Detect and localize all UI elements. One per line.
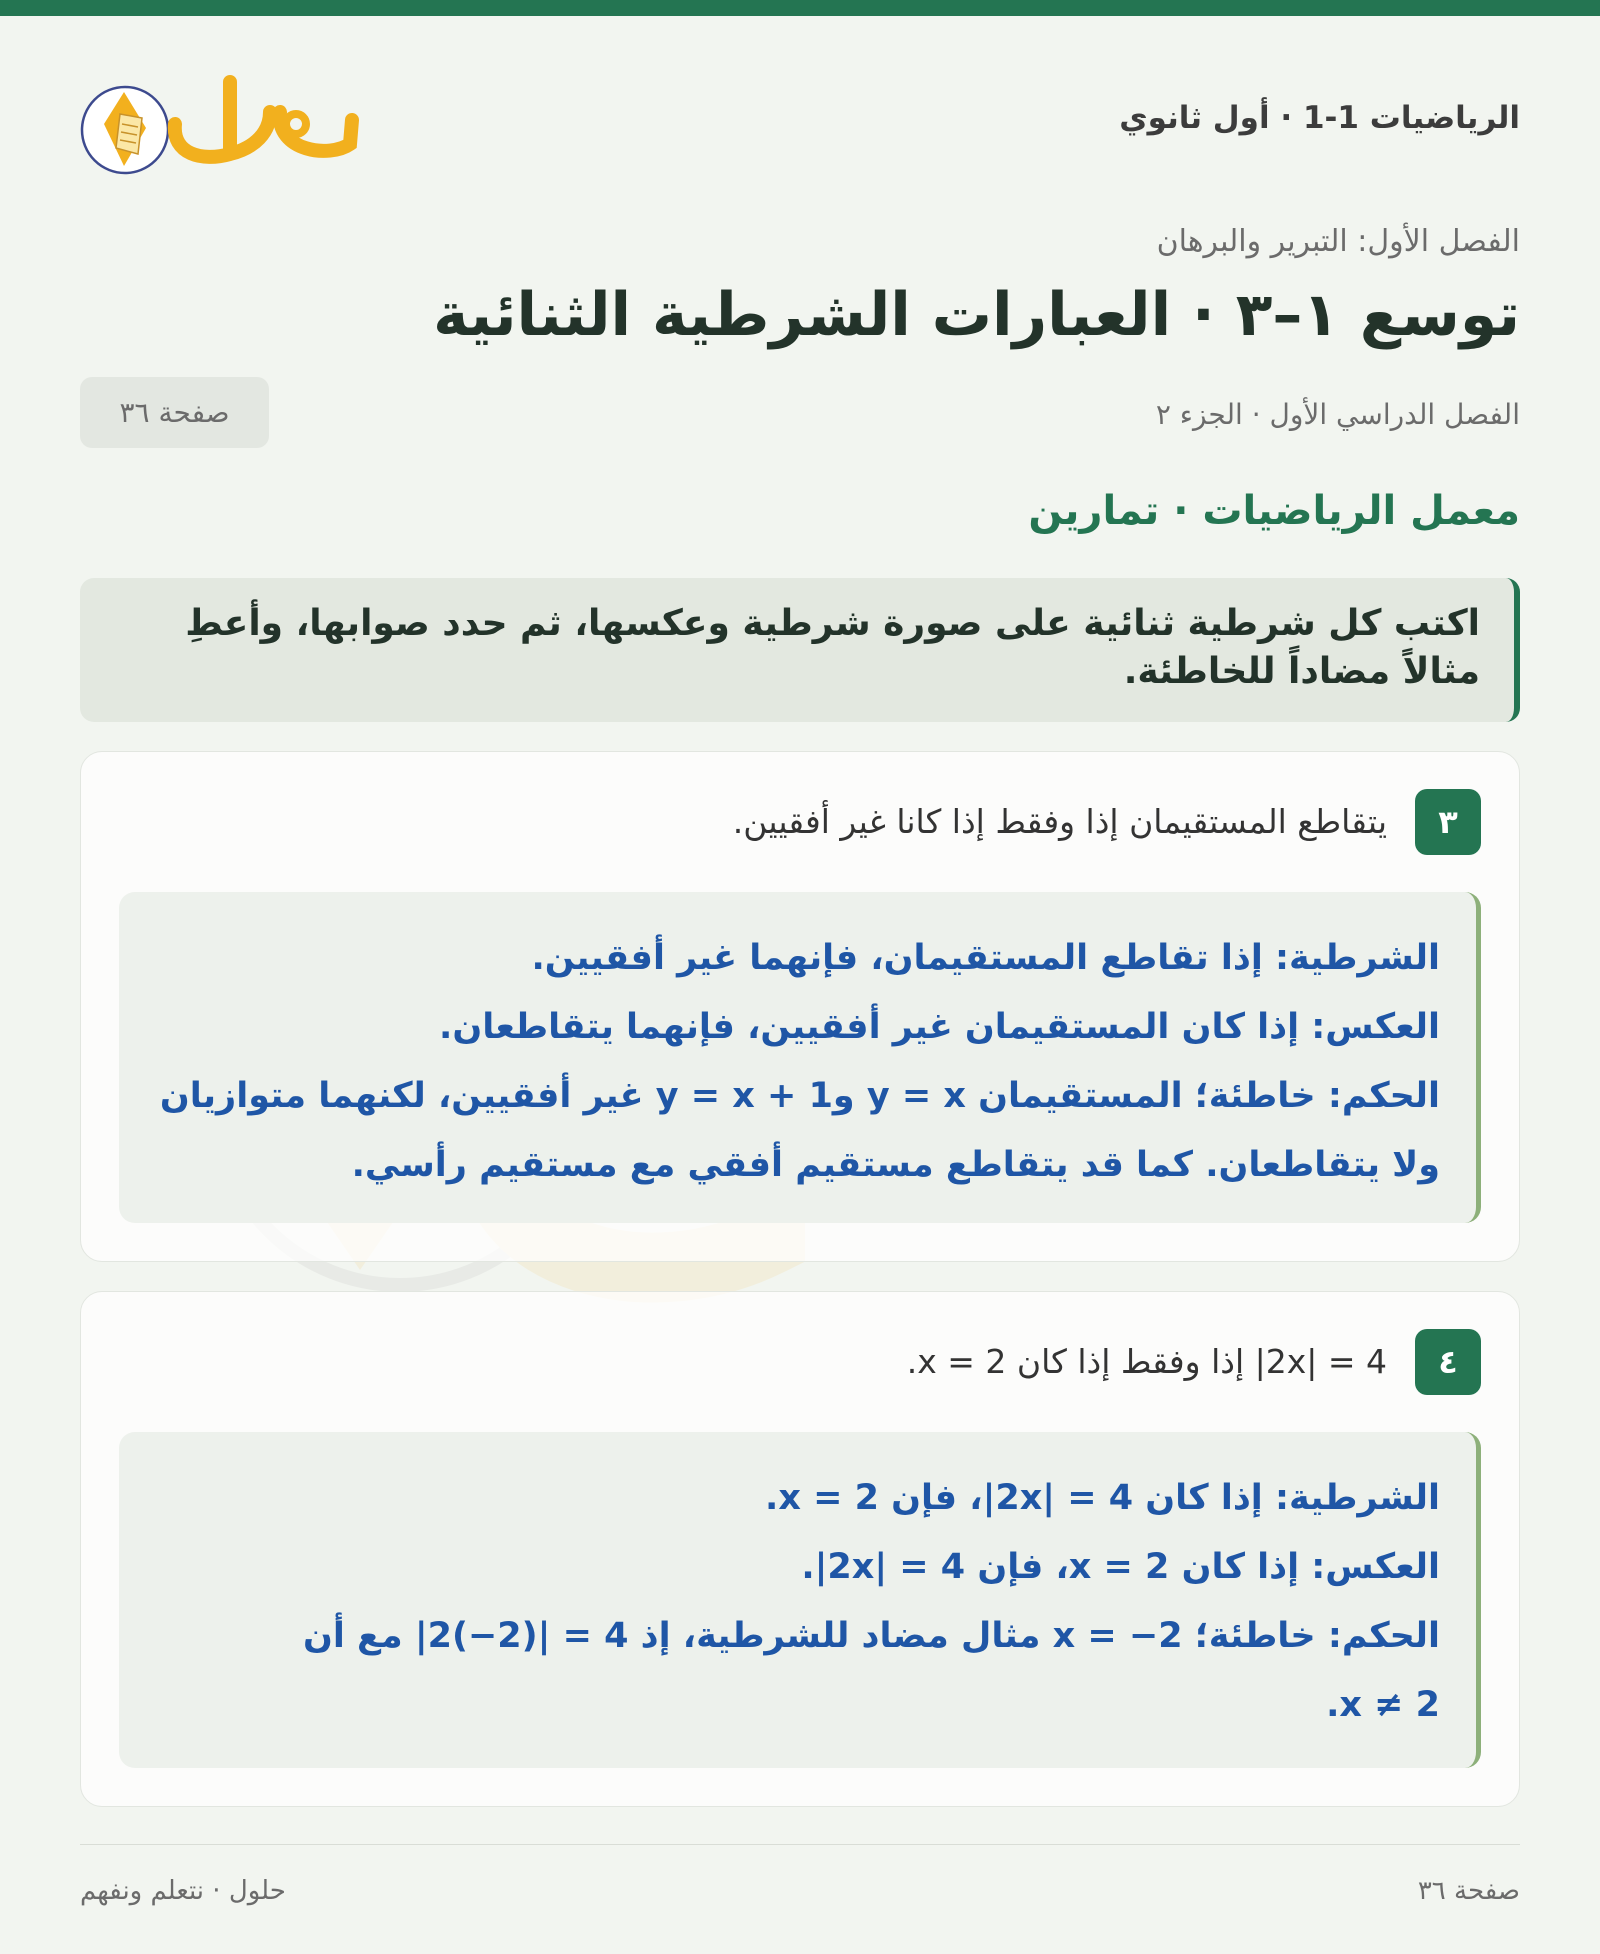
- answer-text: مثال مضاد للشرطية، إذ: [628, 1616, 1053, 1656]
- question-text: إذا وفقط إذا كان: [1006, 1342, 1255, 1381]
- page-title: توسع ١–٣ · العبارات الشرطية الثنائية: [433, 280, 1520, 350]
- page-header: [80, 62, 1520, 182]
- exercise-question: يتقاطع المستقيمان إذا وفقط إذا كانا غير أفقيين.: [732, 802, 1387, 841]
- answer-verdict-continued: ولا يتقاطعان. كما قد يتقاطع مستقيم أفقي مع مستقيم رأسي.: [351, 1145, 1440, 1185]
- answer-text: مع أن: [302, 1616, 415, 1656]
- exercise-question: [907, 1342, 1387, 1381]
- equation: x = 2: [778, 1478, 879, 1518]
- connector-text: و: [832, 1076, 867, 1116]
- equation: y = x + 1: [655, 1076, 833, 1116]
- answer-box: [119, 892, 1481, 1223]
- term-label: الفصل الدراسي الأول · الجزء ٢: [1155, 398, 1520, 431]
- answer-text: العكس: إذا كان: [1169, 1547, 1440, 1587]
- answer-verdict: [155, 1062, 1440, 1131]
- answer-converse: العكس: إذا كان المستقيمان غير أفقيين، فإنهما يتقاطعان.: [439, 1007, 1440, 1047]
- footer-brand: حلول · نتعلم ونفهم: [80, 1876, 286, 1906]
- equation: |2x| = 4: [814, 1547, 966, 1587]
- section-heading: معمل الرياضيات · تمارين: [1028, 488, 1520, 534]
- exercise-card-4: [80, 1291, 1520, 1807]
- answer-converse: [155, 1533, 1440, 1602]
- equation: x = −2: [1052, 1616, 1183, 1656]
- exercise-number-badge: ٣: [1415, 789, 1481, 855]
- answer-text: الحكم: خاطئة؛: [1182, 1616, 1440, 1656]
- hulul-logo: [80, 62, 360, 182]
- equation: x ≠ 2: [1339, 1685, 1440, 1725]
- equation: x = 2: [1068, 1547, 1170, 1587]
- subject-label: الرياضيات 1-1 · أول ثانوي: [1119, 100, 1520, 136]
- answer-text: الشرطية: إذا كان: [1133, 1478, 1440, 1518]
- answer-verdict: [155, 1602, 1440, 1671]
- chapter-label: الفصل الأول: التبرير والبرهان: [1156, 224, 1520, 259]
- answer-text: ، فإن: [878, 1478, 983, 1518]
- equation: |2x| = 4: [982, 1478, 1134, 1518]
- answer-verdict-continued: [155, 1671, 1440, 1740]
- equation: x = 2: [917, 1342, 1007, 1381]
- answer-text: .: [765, 1478, 779, 1518]
- answer-text: ، فإن: [965, 1547, 1069, 1587]
- verdict-text: غير أفقيين، لكنهما متوازيان: [159, 1076, 656, 1116]
- answer-box: [119, 1432, 1481, 1768]
- equation: y = x: [866, 1076, 966, 1116]
- footer-divider: [80, 1844, 1520, 1845]
- exercise-card-3: [80, 751, 1520, 1262]
- instructions-box: اكتب كل شرطية ثنائية على صورة شرطية وعكسها، ثم حدد صوابها، وأعطِ مثالاً مضاداً للخاطئة.: [80, 578, 1520, 722]
- answer-conditional: [155, 1464, 1440, 1533]
- answer-text: .: [801, 1547, 815, 1587]
- verdict-text: الحكم: خاطئة؛ المستقيمان: [965, 1076, 1440, 1116]
- equation: |2(−2)| = 4: [414, 1616, 629, 1656]
- answer-text: .: [1326, 1685, 1340, 1725]
- exercise-number-badge: ٤: [1415, 1329, 1481, 1395]
- top-accent-bar: [0, 0, 1600, 16]
- answer-conditional: الشرطية: إذا تقاطع المستقيمان، فإنهما غير أفقيين.: [531, 938, 1440, 978]
- equation: |2x| = 4: [1254, 1342, 1387, 1381]
- question-text: .: [906, 1342, 918, 1381]
- page-number-badge: صفحة ٣٦: [80, 377, 269, 448]
- footer-page-number: صفحة ٣٦: [1417, 1876, 1520, 1906]
